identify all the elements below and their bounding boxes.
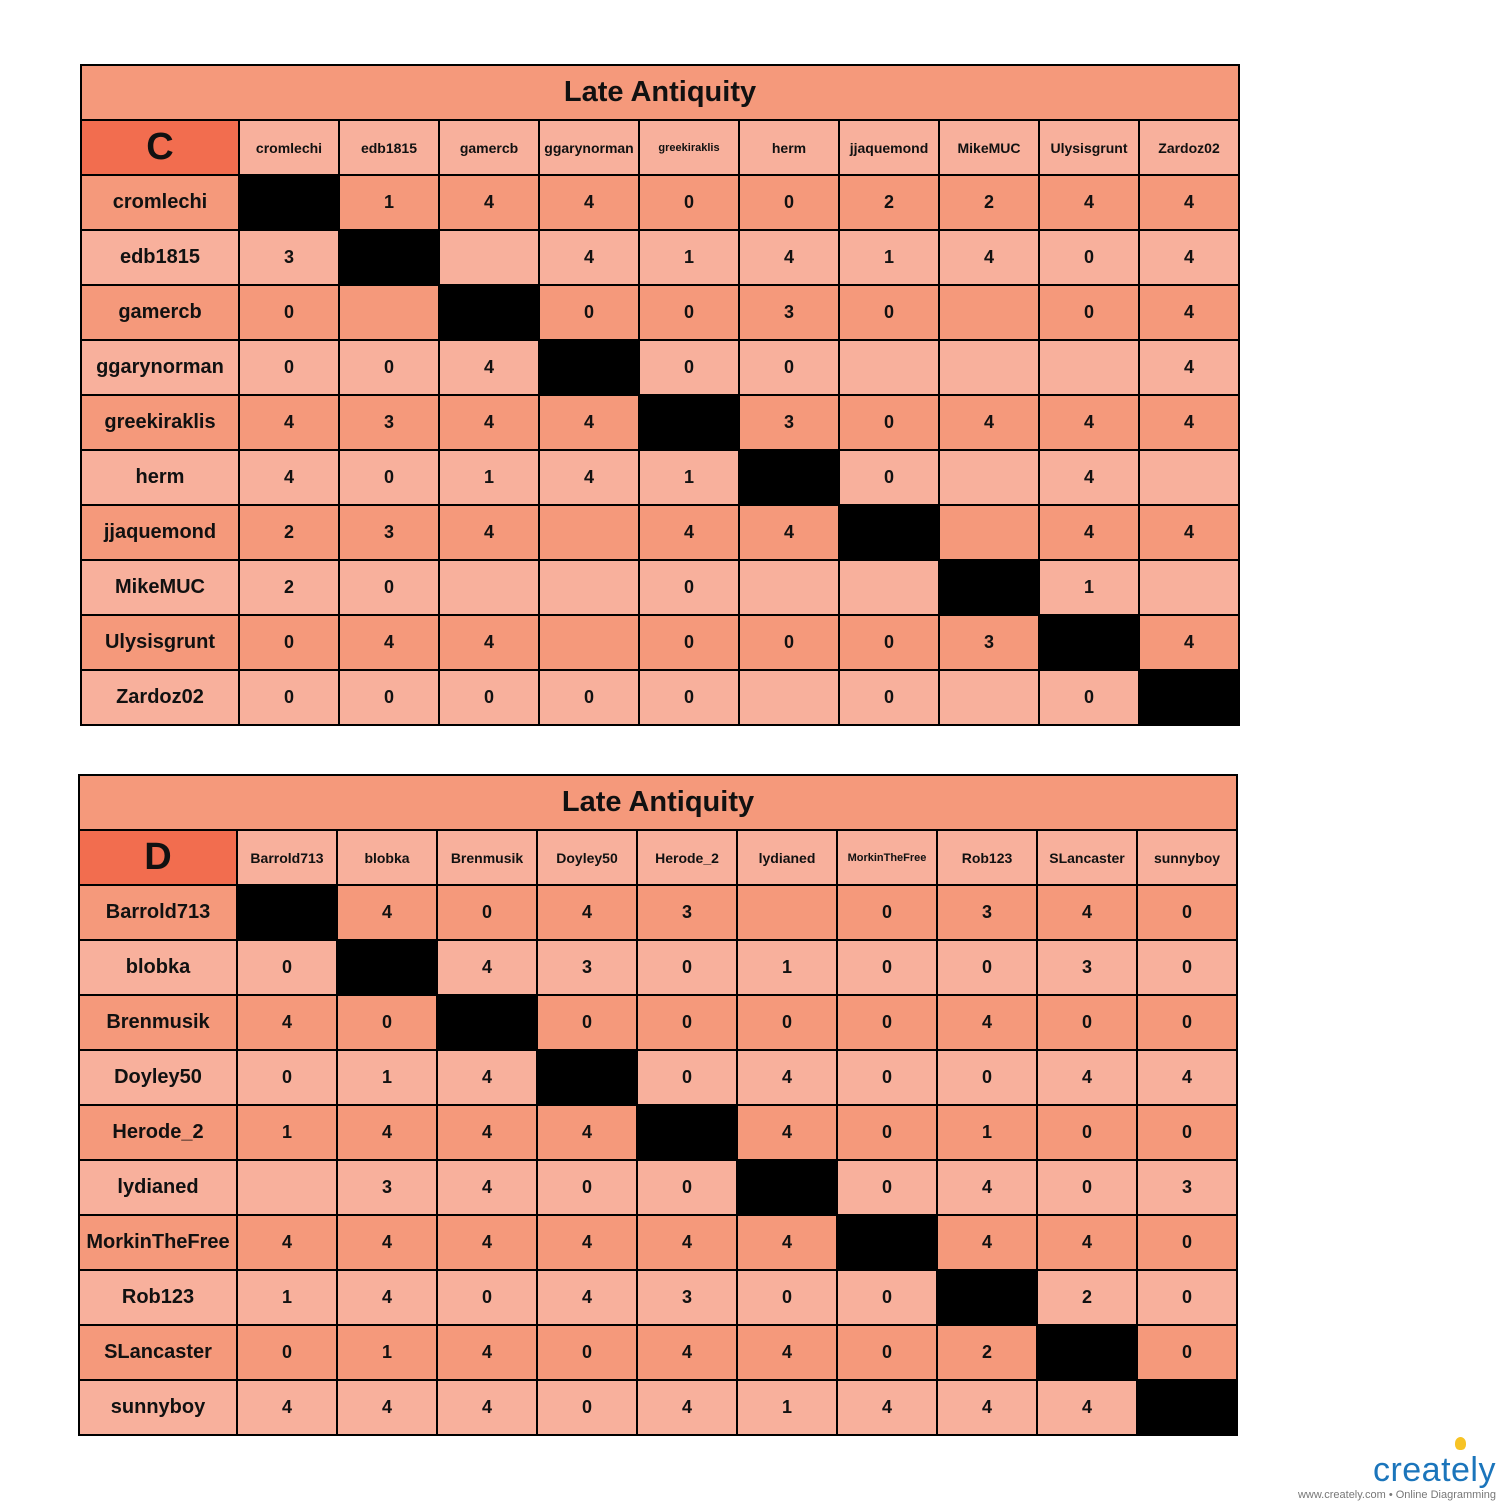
score-cell: 0 [537, 1380, 637, 1435]
score-cell: 4 [437, 1050, 537, 1105]
row-header: sunnyboy [79, 1380, 237, 1435]
row-header: Ulysisgrunt [81, 615, 239, 670]
score-cell: 0 [637, 940, 737, 995]
score-cell: 4 [1137, 1050, 1237, 1105]
row-header: jjaquemond [81, 505, 239, 560]
score-cell: 0 [537, 1160, 637, 1215]
score-cell: 0 [237, 1325, 337, 1380]
score-cell [737, 885, 837, 940]
score-cell: 4 [937, 1160, 1037, 1215]
score-cell [939, 340, 1039, 395]
score-cell: 4 [1039, 505, 1139, 560]
diagonal-cell [1037, 1325, 1137, 1380]
group-label: D [79, 830, 237, 885]
score-cell: 4 [1039, 395, 1139, 450]
row-header: lydianed [79, 1160, 237, 1215]
column-header: SLancaster [1037, 830, 1137, 885]
score-cell [539, 615, 639, 670]
score-cell: 4 [237, 1215, 337, 1270]
score-cell [439, 560, 539, 615]
score-cell: 2 [939, 175, 1039, 230]
score-cell: 3 [1137, 1160, 1237, 1215]
diagonal-cell [1137, 1380, 1237, 1435]
score-cell: 4 [539, 230, 639, 285]
score-cell: 0 [237, 940, 337, 995]
score-cell: 1 [337, 1325, 437, 1380]
score-cell: 1 [1039, 560, 1139, 615]
score-cell: 4 [337, 1215, 437, 1270]
score-cell: 4 [937, 1380, 1037, 1435]
column-header: edb1815 [339, 120, 439, 175]
score-cell: 0 [937, 940, 1037, 995]
score-cell: 3 [739, 285, 839, 340]
score-cell [939, 285, 1039, 340]
score-cell: 4 [1139, 230, 1239, 285]
row-header: Zardoz02 [81, 670, 239, 725]
score-cell: 3 [1037, 940, 1137, 995]
table-row [81, 560, 1239, 615]
score-cell: 0 [837, 1270, 937, 1325]
column-header: ggarynorman [539, 120, 639, 175]
matrix-table-d [78, 774, 1238, 1436]
score-cell: 2 [239, 505, 339, 560]
row-header: blobka [79, 940, 237, 995]
row-header: ggarynorman [81, 340, 239, 395]
score-cell: 4 [239, 395, 339, 450]
table-row [81, 615, 1239, 670]
column-header: lydianed [737, 830, 837, 885]
score-cell: 4 [537, 1215, 637, 1270]
score-cell: 4 [637, 1380, 737, 1435]
column-header: Rob123 [937, 830, 1037, 885]
row-header: herm [81, 450, 239, 505]
score-cell [539, 505, 639, 560]
score-cell: 1 [339, 175, 439, 230]
table-row [81, 340, 1239, 395]
score-cell: 0 [339, 340, 439, 395]
column-header: gamercb [439, 120, 539, 175]
diagonal-cell [939, 560, 1039, 615]
score-cell: 1 [937, 1105, 1037, 1160]
score-cell: 4 [1037, 885, 1137, 940]
score-cell: 0 [239, 670, 339, 725]
table-row [81, 670, 1239, 725]
score-cell: 3 [937, 885, 1037, 940]
column-header: cromlechi [239, 120, 339, 175]
table-row [81, 450, 1239, 505]
score-cell: 0 [237, 1050, 337, 1105]
score-cell: 1 [237, 1270, 337, 1325]
score-cell: 1 [337, 1050, 437, 1105]
column-header: Barrold713 [237, 830, 337, 885]
score-cell: 4 [637, 1215, 737, 1270]
row-header: MikeMUC [81, 560, 239, 615]
column-header: greekiraklis [639, 120, 739, 175]
column-header: Brenmusik [437, 830, 537, 885]
row-header: MorkinTheFree [79, 1215, 237, 1270]
score-cell [739, 560, 839, 615]
column-header: MikeMUC [939, 120, 1039, 175]
score-cell: 0 [637, 1050, 737, 1105]
score-cell: 4 [437, 1325, 537, 1380]
score-cell: 0 [1037, 1105, 1137, 1160]
score-cell: 0 [337, 995, 437, 1050]
score-cell: 4 [1139, 505, 1239, 560]
table-row [81, 230, 1239, 285]
table-row [79, 1325, 1237, 1380]
score-cell: 4 [439, 615, 539, 670]
score-cell: 1 [639, 450, 739, 505]
diagonal-cell [737, 1160, 837, 1215]
score-cell: 0 [839, 670, 939, 725]
score-cell: 4 [737, 1105, 837, 1160]
table-row [79, 1380, 1237, 1435]
score-cell: 0 [839, 615, 939, 670]
score-cell: 4 [1139, 615, 1239, 670]
row-header: cromlechi [81, 175, 239, 230]
diagonal-cell [337, 940, 437, 995]
table-row [79, 995, 1237, 1050]
score-cell: 0 [639, 560, 739, 615]
diagonal-cell [437, 995, 537, 1050]
table-row [79, 1105, 1237, 1160]
score-cell: 3 [339, 395, 439, 450]
table-row [79, 1050, 1237, 1105]
table-row [81, 505, 1239, 560]
score-cell [1139, 560, 1239, 615]
score-cell: 0 [837, 940, 937, 995]
column-header: MorkinTheFree [837, 830, 937, 885]
score-cell [839, 560, 939, 615]
score-cell: 4 [939, 230, 1039, 285]
score-cell [839, 340, 939, 395]
diagonal-cell [839, 505, 939, 560]
score-cell: 4 [439, 175, 539, 230]
creately-tagline: www.creately.com • Online Diagramming [1297, 1489, 1496, 1501]
score-cell: 1 [639, 230, 739, 285]
row-header: Doyley50 [79, 1050, 237, 1105]
table-row [79, 885, 1237, 940]
score-cell: 4 [337, 1270, 437, 1325]
score-cell: 4 [1039, 450, 1139, 505]
score-cell: 0 [639, 615, 739, 670]
score-cell: 0 [1037, 1160, 1137, 1215]
score-cell [237, 1160, 337, 1215]
row-header: Brenmusik [79, 995, 237, 1050]
score-cell: 4 [1037, 1050, 1137, 1105]
score-cell: 4 [437, 1215, 537, 1270]
diagonal-cell [539, 340, 639, 395]
score-cell: 1 [839, 230, 939, 285]
score-cell: 2 [937, 1325, 1037, 1380]
table-title: Late Antiquity [81, 65, 1239, 120]
score-cell: 0 [739, 615, 839, 670]
score-cell: 3 [637, 885, 737, 940]
score-cell [539, 560, 639, 615]
score-cell: 0 [1137, 1105, 1237, 1160]
table-row [81, 395, 1239, 450]
table-row [81, 285, 1239, 340]
score-cell: 0 [739, 340, 839, 395]
score-cell: 0 [1039, 230, 1139, 285]
creately-logo [1298, 1453, 1496, 1501]
score-cell: 2 [239, 560, 339, 615]
score-cell: 0 [839, 285, 939, 340]
score-cell: 0 [1137, 995, 1237, 1050]
score-cell: 3 [739, 395, 839, 450]
column-header: Herode_2 [637, 830, 737, 885]
score-cell: 4 [237, 995, 337, 1050]
score-cell: 0 [1137, 1215, 1237, 1270]
score-cell: 3 [339, 505, 439, 560]
score-cell: 3 [939, 615, 1039, 670]
score-cell: 4 [439, 395, 539, 450]
score-cell: 0 [737, 995, 837, 1050]
score-cell: 0 [739, 175, 839, 230]
score-cell: 2 [839, 175, 939, 230]
score-cell: 0 [839, 395, 939, 450]
score-cell: 4 [837, 1380, 937, 1435]
score-cell: 4 [639, 505, 739, 560]
score-cell: 0 [737, 1270, 837, 1325]
group-label: C [81, 120, 239, 175]
row-header: gamercb [81, 285, 239, 340]
score-cell: 0 [537, 995, 637, 1050]
score-cell [439, 230, 539, 285]
score-cell: 1 [737, 1380, 837, 1435]
score-cell: 4 [937, 1215, 1037, 1270]
row-header: Barrold713 [79, 885, 237, 940]
score-cell: 4 [1039, 175, 1139, 230]
diagonal-cell [537, 1050, 637, 1105]
score-cell: 4 [537, 1270, 637, 1325]
score-cell: 0 [837, 995, 937, 1050]
score-cell: 0 [837, 885, 937, 940]
score-cell: 0 [1137, 940, 1237, 995]
column-header: Zardoz02 [1139, 120, 1239, 175]
score-cell: 0 [839, 450, 939, 505]
score-cell: 0 [837, 1160, 937, 1215]
score-cell: 4 [237, 1380, 337, 1435]
score-cell: 0 [937, 1050, 1037, 1105]
score-cell: 0 [339, 670, 439, 725]
score-cell: 0 [639, 285, 739, 340]
column-header: jjaquemond [839, 120, 939, 175]
score-cell: 4 [437, 1160, 537, 1215]
score-cell: 4 [1037, 1380, 1137, 1435]
table-title: Late Antiquity [79, 775, 1237, 830]
score-cell: 1 [439, 450, 539, 505]
score-cell: 4 [337, 885, 437, 940]
row-header: Herode_2 [79, 1105, 237, 1160]
score-cell [1039, 340, 1139, 395]
score-cell: 4 [637, 1325, 737, 1380]
diagonal-cell [1039, 615, 1139, 670]
score-cell: 4 [939, 395, 1039, 450]
table-row [79, 940, 1237, 995]
score-cell: 4 [539, 175, 639, 230]
diagonal-cell [1139, 670, 1239, 725]
table-row [81, 175, 1239, 230]
diagonal-cell [439, 285, 539, 340]
score-cell: 0 [837, 1105, 937, 1160]
diagonal-cell [637, 1105, 737, 1160]
score-cell: 4 [339, 615, 439, 670]
score-cell: 4 [537, 885, 637, 940]
score-cell: 0 [339, 560, 439, 615]
score-cell: 4 [437, 1380, 537, 1435]
score-cell [939, 450, 1039, 505]
score-cell: 0 [239, 285, 339, 340]
table-row [79, 1160, 1237, 1215]
score-cell: 3 [637, 1270, 737, 1325]
score-cell: 1 [737, 940, 837, 995]
score-cell: 4 [337, 1105, 437, 1160]
score-cell: 4 [737, 1050, 837, 1105]
score-cell: 4 [439, 340, 539, 395]
score-cell: 4 [1139, 395, 1239, 450]
score-cell: 4 [737, 1215, 837, 1270]
diagonal-cell [739, 450, 839, 505]
score-cell [339, 285, 439, 340]
row-header: greekiraklis [81, 395, 239, 450]
score-cell: 4 [1139, 175, 1239, 230]
score-cell: 1 [237, 1105, 337, 1160]
score-cell: 0 [239, 340, 339, 395]
column-header: Ulysisgrunt [1039, 120, 1139, 175]
score-cell [939, 505, 1039, 560]
score-cell [1139, 450, 1239, 505]
score-cell: 0 [1039, 670, 1139, 725]
score-cell: 0 [539, 670, 639, 725]
score-cell: 3 [537, 940, 637, 995]
score-cell: 4 [539, 395, 639, 450]
diagonal-cell [339, 230, 439, 285]
score-cell: 4 [337, 1380, 437, 1435]
column-header: blobka [337, 830, 437, 885]
score-cell: 0 [239, 615, 339, 670]
score-cell: 4 [437, 940, 537, 995]
score-cell [739, 670, 839, 725]
score-cell: 4 [1139, 340, 1239, 395]
score-cell: 0 [1137, 885, 1237, 940]
score-cell: 0 [639, 340, 739, 395]
score-cell: 3 [239, 230, 339, 285]
score-cell: 4 [1037, 1215, 1137, 1270]
column-header: sunnyboy [1137, 830, 1237, 885]
score-cell: 0 [437, 1270, 537, 1325]
score-cell: 4 [739, 230, 839, 285]
column-header: herm [739, 120, 839, 175]
score-cell: 0 [637, 1160, 737, 1215]
score-cell: 4 [439, 505, 539, 560]
score-cell: 4 [1139, 285, 1239, 340]
score-cell: 0 [1037, 995, 1137, 1050]
score-cell: 4 [539, 450, 639, 505]
score-cell: 0 [1137, 1325, 1237, 1380]
score-cell: 4 [937, 995, 1037, 1050]
score-cell: 0 [639, 670, 739, 725]
score-cell: 4 [739, 505, 839, 560]
row-header: SLancaster [79, 1325, 237, 1380]
score-cell: 0 [637, 995, 737, 1050]
diagonal-cell [239, 175, 339, 230]
column-header: Doyley50 [537, 830, 637, 885]
table-row [79, 1270, 1237, 1325]
lightbulb-icon [1455, 1437, 1466, 1450]
diagonal-cell [837, 1215, 937, 1270]
score-cell: 0 [1039, 285, 1139, 340]
score-cell: 3 [337, 1160, 437, 1215]
score-cell: 0 [439, 670, 539, 725]
diagonal-cell [937, 1270, 1037, 1325]
score-cell: 0 [339, 450, 439, 505]
score-cell: 2 [1037, 1270, 1137, 1325]
score-cell: 0 [639, 175, 739, 230]
score-cell [939, 670, 1039, 725]
logo-text: creately [1372, 1451, 1496, 1489]
score-cell: 0 [537, 1325, 637, 1380]
score-cell: 4 [537, 1105, 637, 1160]
score-cell: 0 [837, 1050, 937, 1105]
score-cell: 4 [437, 1105, 537, 1160]
score-cell: 0 [539, 285, 639, 340]
matrix-table-c [80, 64, 1240, 726]
diagonal-cell [639, 395, 739, 450]
row-header: Rob123 [79, 1270, 237, 1325]
score-cell: 4 [239, 450, 339, 505]
score-cell: 4 [737, 1325, 837, 1380]
score-cell: 0 [837, 1325, 937, 1380]
row-header: edb1815 [81, 230, 239, 285]
diagonal-cell [237, 885, 337, 940]
score-cell: 0 [1137, 1270, 1237, 1325]
creately-wordmark [1298, 1453, 1496, 1487]
score-cell: 0 [437, 885, 537, 940]
table-row [79, 1215, 1237, 1270]
